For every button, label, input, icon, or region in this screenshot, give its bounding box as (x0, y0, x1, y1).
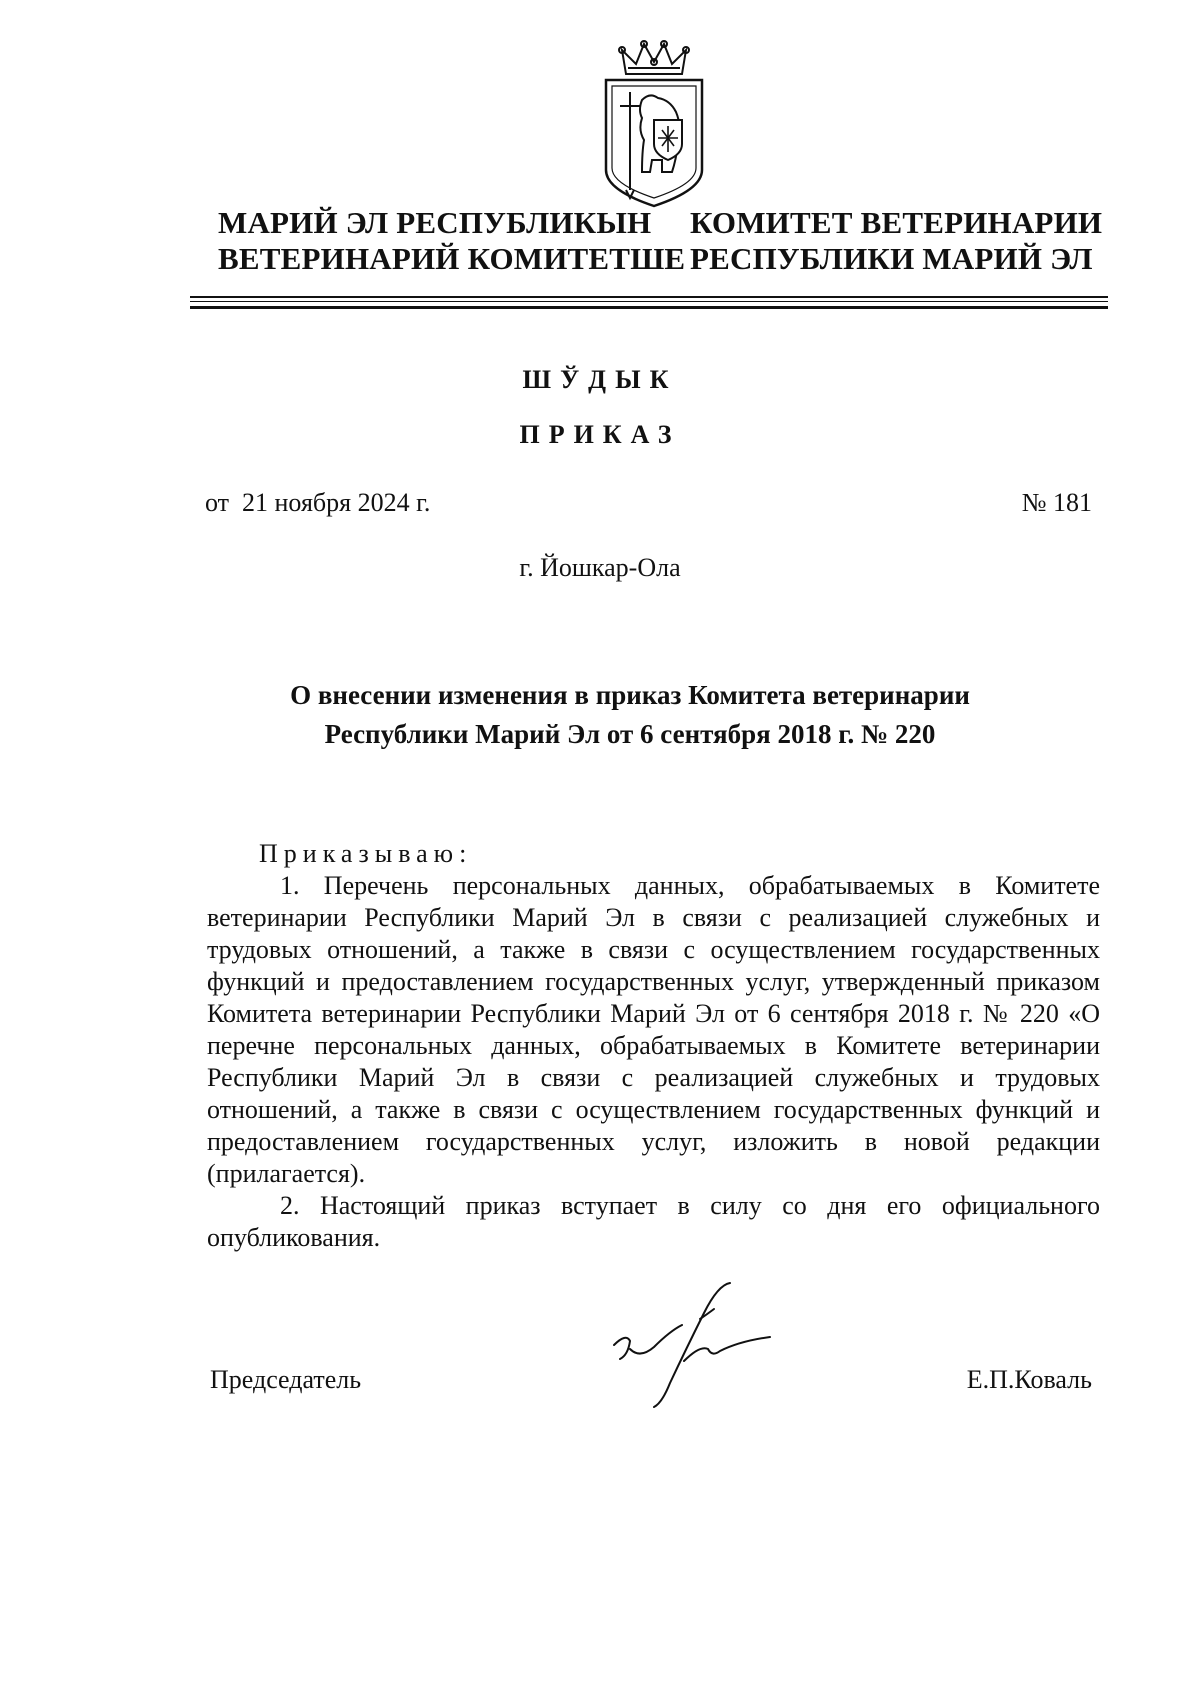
signatory-role: Председатель (210, 1365, 362, 1394)
header-divider-thick (190, 306, 1108, 309)
header-divider (190, 296, 1108, 298)
subject-line1: О внесении изменения в приказ Комитета ветеринарии (290, 680, 970, 710)
city: г. Йошкар-Ола (519, 553, 681, 582)
handwritten-signature (600, 1275, 780, 1415)
doc-type-mari: ШЎДЫК (522, 365, 678, 394)
header-russian-line2: РЕСПУБЛИКИ МАРИЙ ЭЛ (690, 241, 1093, 276)
order-body (207, 838, 1100, 1254)
order-item-2: 2. Настоящий приказ вступает в силу со дня его официального опубликования. (207, 1191, 1100, 1252)
subject-line2: Республики Марий Эл от 6 сентября 2018 г. № 220 (324, 719, 936, 749)
order-subject (200, 676, 1060, 754)
header-mari-line2: ВЕТЕРИНАРИЙ КОМИТЕТШЕ (218, 241, 686, 276)
signatory-name: Е.П.Коваль (966, 1365, 1092, 1394)
order-number: № 181 (1021, 488, 1092, 517)
header-mari-line1: МАРИЙ ЭЛ РЕСПУБЛИКЫН (218, 205, 652, 240)
header-mari (218, 205, 686, 277)
coat-of-arms-icon (592, 40, 716, 208)
doc-type-russian: ПРИКАЗ (519, 420, 681, 449)
header-russian-line1: КОМИТЕТ ВЕТЕРИНАРИИ (690, 205, 1103, 240)
header-russian (690, 205, 1103, 277)
order-word: Приказываю: (259, 839, 473, 868)
header-divider-thin (190, 301, 1108, 302)
order-item-1: 1. Перечень персональных данных, обрабатываемых в Комитете ветеринарии Республики Марий Эл в связи с реализацией служебных и трудовых отношений, а также в связи с осуществлением государственных функций и предоставлением государственных услуг, утвержденный приказом Комитета ветеринарии Республики Марий Эл от 6 сентября 2018 г. № 220 «О перечне персональных данных, обрабатываемых в Комитете ветеринарии Республики Марий Эл в связи с реализацией служебных и трудовых отношений, а также в связи с осуществлением государственных функций и предоставлением государственных услуг, изложить в новой редакции (прилагается). (207, 871, 1100, 1188)
order-date: от 21 ноября 2024 г. (205, 488, 431, 517)
